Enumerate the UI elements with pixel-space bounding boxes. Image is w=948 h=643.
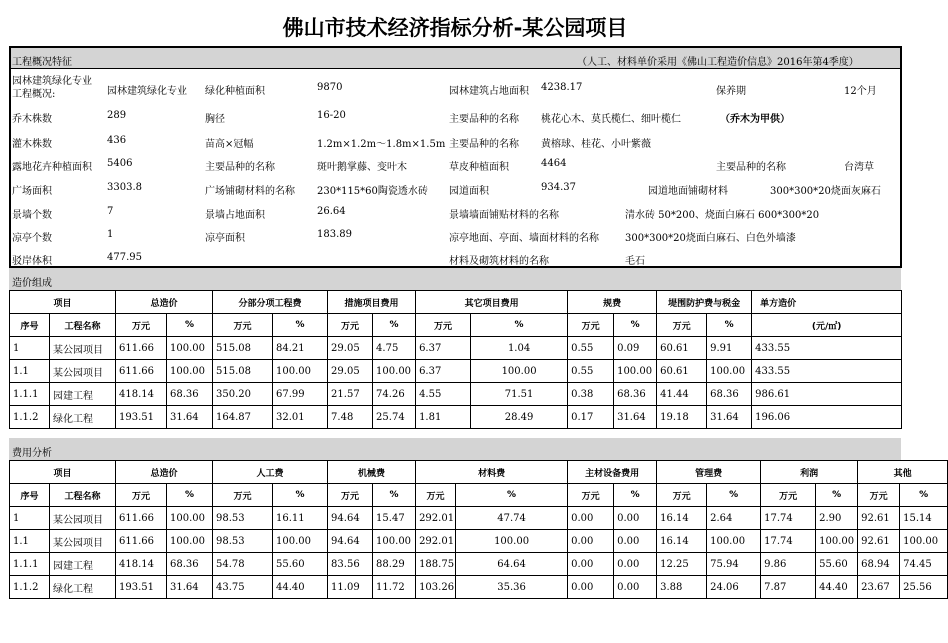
value-cell: 6.37 bbox=[416, 360, 471, 383]
project-name: 某公园项目 bbox=[50, 360, 116, 383]
row-number: 1.1 bbox=[10, 530, 50, 553]
overview-r2-c6: 桃花心木、莫氏榄仁、细叶榄仁 bbox=[541, 114, 681, 125]
overview-r4-c8: 台湾草 bbox=[844, 162, 874, 173]
overview-r3-c1: 灌木株数 bbox=[12, 139, 52, 150]
overview-r8-c5: 材料及砌筑材料的名称 bbox=[449, 256, 549, 267]
value-cell: 7.48 bbox=[328, 406, 373, 429]
value-cell: 32.01 bbox=[273, 406, 328, 429]
overview-r4-c4: 斑叶鹅掌藤、变叶木 bbox=[317, 162, 407, 173]
fee-h2-cell: % bbox=[900, 484, 948, 507]
fee-header-row-2 bbox=[10, 484, 948, 507]
cost-h2-cell: 万元 bbox=[416, 314, 471, 337]
value-cell: 100.00 bbox=[273, 360, 328, 383]
value-cell: 9.91 bbox=[707, 337, 752, 360]
fee-h1-project: 项目 bbox=[10, 461, 116, 484]
fee-section-label: 费用分析 bbox=[12, 448, 52, 459]
project-name: 某公园项目 bbox=[50, 530, 116, 553]
overview-r4-c7: 主要品种的名称 bbox=[716, 162, 786, 173]
overview-r7-c5: 凉亭地面、亭面、墙面材料的名称 bbox=[449, 233, 599, 244]
cost-h1-project: 项目 bbox=[10, 291, 116, 314]
value-cell: 92.61 bbox=[858, 507, 900, 530]
fee-header-band bbox=[9, 438, 901, 460]
value-cell: 0.00 bbox=[614, 530, 657, 553]
value-cell: 68.94 bbox=[858, 553, 900, 576]
value-cell: 2.64 bbox=[707, 507, 761, 530]
overview-r8-c2: 477.95 bbox=[107, 252, 142, 263]
value-cell: 515.08 bbox=[213, 337, 273, 360]
value-cell: 31.64 bbox=[167, 406, 213, 429]
overview-r7-c1: 凉亭个数 bbox=[12, 233, 52, 244]
overview-section-label: 工程概况特征 bbox=[12, 57, 72, 68]
cost-h1-other: 其它项目费用 bbox=[416, 291, 568, 314]
value-cell: 0.00 bbox=[568, 530, 614, 553]
value-cell: 0.00 bbox=[614, 576, 657, 599]
value-cell: 100.00 bbox=[167, 337, 213, 360]
table-row bbox=[10, 553, 948, 576]
value-cell: 1.04 bbox=[471, 337, 568, 360]
value-cell: 1.81 bbox=[416, 406, 471, 429]
value-cell: 16.14 bbox=[657, 530, 707, 553]
overview-r6-c6: 清水砖 50*200、烧面白麻石 600*300*20 bbox=[625, 210, 820, 221]
value-cell: 64.64 bbox=[456, 553, 568, 576]
value-cell: 43.75 bbox=[213, 576, 273, 599]
value-cell: 54.78 bbox=[213, 553, 273, 576]
project-name: 某公园项目 bbox=[50, 507, 116, 530]
overview-r5-c2: 3303.8 bbox=[107, 182, 142, 193]
row-number: 1.1.1 bbox=[10, 383, 50, 406]
value-cell: 25.56 bbox=[900, 576, 948, 599]
value-cell: 0.55 bbox=[568, 360, 614, 383]
value-cell: 16.14 bbox=[657, 507, 707, 530]
value-cell: 74.26 bbox=[373, 383, 416, 406]
table-row bbox=[10, 530, 948, 553]
value-cell: 21.57 bbox=[328, 383, 373, 406]
value-cell: 433.55 bbox=[752, 360, 902, 383]
value-cell: 292.01 bbox=[416, 530, 456, 553]
value-cell: 68.36 bbox=[614, 383, 657, 406]
overview-r6-c2: 7 bbox=[107, 206, 114, 217]
value-cell: 7.87 bbox=[761, 576, 816, 599]
overview-r3-c6: 黄榕球、桂花、小叶紫薇 bbox=[541, 139, 651, 150]
value-cell: 12.25 bbox=[657, 553, 707, 576]
value-cell: 31.64 bbox=[614, 406, 657, 429]
overview-r5-c4: 230*115*60陶瓷透水砖 bbox=[317, 186, 428, 197]
overview-r5-c6: 934.37 bbox=[541, 182, 576, 193]
cost-section-label: 造价组成 bbox=[12, 278, 52, 289]
value-cell: 100.00 bbox=[373, 530, 416, 553]
fee-h1-machinery: 机械费 bbox=[328, 461, 416, 484]
fee-h2-cell: % bbox=[707, 484, 761, 507]
value-cell: 100.00 bbox=[167, 360, 213, 383]
page-title: 佛山市技术经济指标分析-某公园项目 bbox=[282, 16, 628, 40]
cost-body bbox=[10, 337, 902, 429]
value-cell: 0.00 bbox=[568, 576, 614, 599]
overview-r1-c3: 绿化种植面积 bbox=[205, 86, 265, 97]
overview-r5-c8: 300*300*20烧面灰麻石 bbox=[770, 186, 881, 197]
value-cell: 68.36 bbox=[707, 383, 752, 406]
overview-r2-c4: 16-20 bbox=[317, 110, 346, 121]
overview-r1-c5: 园林建筑占地面积 bbox=[449, 86, 529, 97]
overview-r4-c2: 5406 bbox=[107, 158, 133, 169]
row-number: 1.1.2 bbox=[10, 576, 50, 599]
value-cell: 193.51 bbox=[116, 576, 167, 599]
value-cell: 15.47 bbox=[373, 507, 416, 530]
overview-r4-c3: 主要品种的名称 bbox=[205, 162, 275, 173]
fee-h1-main-material: 主材设备费用 bbox=[568, 461, 657, 484]
value-cell: 611.66 bbox=[116, 337, 167, 360]
value-cell: 16.11 bbox=[273, 507, 328, 530]
fee-h2-cell: 万元 bbox=[858, 484, 900, 507]
fee-h2-cell: 工程名称 bbox=[50, 484, 116, 507]
value-cell: 60.61 bbox=[657, 360, 707, 383]
value-cell: 41.44 bbox=[657, 383, 707, 406]
value-cell: 71.51 bbox=[471, 383, 568, 406]
value-cell: 0.00 bbox=[568, 553, 614, 576]
value-cell: 193.51 bbox=[116, 406, 167, 429]
value-cell: 4.55 bbox=[416, 383, 471, 406]
overview-r7-c2: 1 bbox=[107, 229, 114, 240]
fee-h2-cell: 万元 bbox=[657, 484, 707, 507]
value-cell: 515.08 bbox=[213, 360, 273, 383]
value-cell: 17.74 bbox=[761, 507, 816, 530]
overview-r5-c5: 园道面积 bbox=[449, 186, 489, 197]
cost-table bbox=[9, 290, 902, 429]
overview-r3-c2: 436 bbox=[107, 135, 127, 146]
overview-r8-c6: 毛石 bbox=[625, 256, 645, 267]
value-cell: 67.99 bbox=[273, 383, 328, 406]
fee-h1-profit: 利润 bbox=[761, 461, 858, 484]
fee-h2-cell: % bbox=[456, 484, 568, 507]
overview-r2-c5: 主要品种的名称 bbox=[449, 114, 519, 125]
value-cell: 44.40 bbox=[816, 576, 858, 599]
row-number: 1 bbox=[10, 337, 50, 360]
value-cell: 100.00 bbox=[373, 360, 416, 383]
value-cell: 9.86 bbox=[761, 553, 816, 576]
value-cell: 986.61 bbox=[752, 383, 902, 406]
fee-h2-cell: 序号 bbox=[10, 484, 50, 507]
value-cell: 6.37 bbox=[416, 337, 471, 360]
value-cell: 28.49 bbox=[471, 406, 568, 429]
overview-r5-c1: 广场面积 bbox=[12, 186, 52, 197]
value-cell: 100.00 bbox=[273, 530, 328, 553]
cost-header-row-2 bbox=[10, 314, 902, 337]
value-cell: 4.75 bbox=[373, 337, 416, 360]
project-name: 园建工程 bbox=[50, 553, 116, 576]
overview-r1-c6: 4238.17 bbox=[541, 82, 583, 93]
overview-r6-c1: 景墙个数 bbox=[12, 210, 52, 221]
value-cell: 100.00 bbox=[707, 530, 761, 553]
overview-r2-c1: 乔木株数 bbox=[12, 114, 52, 125]
project-name: 绿化工程 bbox=[50, 576, 116, 599]
value-cell: 74.45 bbox=[900, 553, 948, 576]
overview-r6-c4: 26.64 bbox=[317, 206, 346, 217]
fee-h2-cell: % bbox=[273, 484, 328, 507]
value-cell: 0.55 bbox=[568, 337, 614, 360]
value-cell: 24.06 bbox=[707, 576, 761, 599]
value-cell: 100.00 bbox=[456, 530, 568, 553]
value-cell: 188.75 bbox=[416, 553, 456, 576]
value-cell: 0.17 bbox=[568, 406, 614, 429]
overview-r3-c4: 1.2m×1.2m～1.8m×1.5m bbox=[317, 139, 446, 150]
table-row bbox=[10, 337, 902, 360]
overview-r3-c5: 主要品种的名称 bbox=[449, 139, 519, 150]
row-number: 1.1.1 bbox=[10, 553, 50, 576]
value-cell: 35.36 bbox=[456, 576, 568, 599]
value-cell: 196.06 bbox=[752, 406, 902, 429]
cost-header-band bbox=[9, 268, 901, 290]
fee-h2-cell: 万元 bbox=[116, 484, 167, 507]
value-cell: 0.00 bbox=[568, 507, 614, 530]
value-cell: 88.29 bbox=[373, 553, 416, 576]
value-cell: 0.38 bbox=[568, 383, 614, 406]
value-cell: 19.18 bbox=[657, 406, 707, 429]
price-source-note: （人工、材料单价采用《佛山工程造价信息》2016年第4季度） bbox=[577, 57, 859, 68]
value-cell: 100.00 bbox=[707, 360, 752, 383]
fee-h1-material: 材料费 bbox=[416, 461, 568, 484]
value-cell: 68.36 bbox=[167, 553, 213, 576]
row-number: 1.1 bbox=[10, 360, 50, 383]
value-cell: 11.72 bbox=[373, 576, 416, 599]
value-cell: 100.00 bbox=[167, 530, 213, 553]
value-cell: 3.88 bbox=[657, 576, 707, 599]
value-cell: 103.26 bbox=[416, 576, 456, 599]
value-cell: 100.00 bbox=[900, 530, 948, 553]
fee-h2-cell: 万元 bbox=[761, 484, 816, 507]
cost-h2-cell: 工程名称 bbox=[50, 314, 116, 337]
overview-r4-c5: 草皮种植面积 bbox=[449, 162, 509, 173]
fee-h1-management: 管理费 bbox=[657, 461, 761, 484]
value-cell: 31.64 bbox=[167, 576, 213, 599]
value-cell: 68.36 bbox=[167, 383, 213, 406]
fee-h2-cell: 万元 bbox=[568, 484, 614, 507]
cost-header-row-1 bbox=[10, 291, 902, 314]
cost-h2-cell: % bbox=[373, 314, 416, 337]
value-cell: 23.67 bbox=[858, 576, 900, 599]
value-cell: 60.61 bbox=[657, 337, 707, 360]
value-cell: 611.66 bbox=[116, 507, 167, 530]
row-number: 1.1.2 bbox=[10, 406, 50, 429]
cost-h2-cell: 万元 bbox=[328, 314, 373, 337]
fee-h2-cell: % bbox=[373, 484, 416, 507]
cost-h1-unit: 单方造价 bbox=[752, 291, 902, 314]
cost-h2-cell: % bbox=[707, 314, 752, 337]
value-cell: 418.14 bbox=[116, 383, 167, 406]
overview-r1-c8: 12个月 bbox=[844, 86, 877, 97]
value-cell: 2.90 bbox=[816, 507, 858, 530]
table-row bbox=[10, 576, 948, 599]
value-cell: 55.60 bbox=[273, 553, 328, 576]
value-cell: 75.94 bbox=[707, 553, 761, 576]
value-cell: 0.00 bbox=[614, 507, 657, 530]
value-cell: 433.55 bbox=[752, 337, 902, 360]
cost-h2-cell: (元/㎡) bbox=[752, 314, 902, 337]
value-cell: 100.00 bbox=[614, 360, 657, 383]
value-cell: 15.14 bbox=[900, 507, 948, 530]
row-number: 1 bbox=[10, 507, 50, 530]
overview-r4-c6: 4464 bbox=[541, 158, 567, 169]
fee-h2-cell: % bbox=[816, 484, 858, 507]
value-cell: 418.14 bbox=[116, 553, 167, 576]
overview-r6-c5: 景墙墙面铺贴材料的名称 bbox=[449, 210, 559, 221]
project-name: 绿化工程 bbox=[50, 406, 116, 429]
value-cell: 0.00 bbox=[614, 553, 657, 576]
overview-r1-c2: 园林建筑绿化专业 bbox=[107, 86, 187, 97]
fee-h2-cell: % bbox=[167, 484, 213, 507]
fee-h2-cell: % bbox=[614, 484, 657, 507]
overview-r1-c7: 保养期 bbox=[716, 86, 746, 97]
cost-h2-cell: % bbox=[614, 314, 657, 337]
cost-h2-cell: 万元 bbox=[568, 314, 614, 337]
fee-h2-cell: 万元 bbox=[416, 484, 456, 507]
overview-r7-c3: 凉亭面积 bbox=[205, 233, 245, 244]
overview-r2-c7: （乔木为甲供） bbox=[720, 114, 790, 125]
table-row bbox=[10, 406, 902, 429]
cost-h1-measures: 措施项目费用 bbox=[328, 291, 416, 314]
fee-h1-labor: 人工费 bbox=[213, 461, 328, 484]
value-cell: 92.61 bbox=[858, 530, 900, 553]
cost-h1-subitem: 分部分项工程费 bbox=[213, 291, 328, 314]
value-cell: 98.53 bbox=[213, 530, 273, 553]
fee-header-row-1 bbox=[10, 461, 948, 484]
value-cell: 55.60 bbox=[816, 553, 858, 576]
overview-r1-c1: 园林建筑绿化专业 工程概况: bbox=[12, 76, 92, 100]
value-cell: 164.87 bbox=[213, 406, 273, 429]
table-row bbox=[10, 507, 948, 530]
fee-table bbox=[9, 460, 948, 599]
overview-r6-c3: 景墙占地面积 bbox=[205, 210, 265, 221]
fee-body bbox=[10, 507, 948, 599]
cost-h2-cell: % bbox=[273, 314, 328, 337]
overview-r4-c1: 露地花卉种植面积 bbox=[12, 162, 92, 173]
overview-r1-c4: 9870 bbox=[317, 82, 343, 93]
project-name: 园建工程 bbox=[50, 383, 116, 406]
value-cell: 100.00 bbox=[816, 530, 858, 553]
overview-r2-c3: 胸径 bbox=[205, 114, 225, 125]
fee-h1-total: 总造价 bbox=[116, 461, 213, 484]
value-cell: 83.56 bbox=[328, 553, 373, 576]
value-cell: 25.74 bbox=[373, 406, 416, 429]
table-row bbox=[10, 360, 902, 383]
value-cell: 29.05 bbox=[328, 360, 373, 383]
value-cell: 350.20 bbox=[213, 383, 273, 406]
value-cell: 17.74 bbox=[761, 530, 816, 553]
value-cell: 100.00 bbox=[471, 360, 568, 383]
fee-h2-cell: 万元 bbox=[213, 484, 273, 507]
value-cell: 44.40 bbox=[273, 576, 328, 599]
value-cell: 292.01 bbox=[416, 507, 456, 530]
fee-h2-cell: 万元 bbox=[328, 484, 373, 507]
value-cell: 611.66 bbox=[116, 530, 167, 553]
overview-r2-c2: 289 bbox=[107, 110, 127, 121]
cost-h2-cell: % bbox=[471, 314, 568, 337]
overview-r8-c1: 驳岸体积 bbox=[12, 256, 52, 267]
overview-r3-c3: 苗高×冠幅 bbox=[205, 139, 254, 150]
value-cell: 94.64 bbox=[328, 507, 373, 530]
cost-h1-total: 总造价 bbox=[116, 291, 213, 314]
value-cell: 94.64 bbox=[328, 530, 373, 553]
value-cell: 11.09 bbox=[328, 576, 373, 599]
table-row bbox=[10, 383, 902, 406]
value-cell: 100.00 bbox=[167, 507, 213, 530]
value-cell: 0.09 bbox=[614, 337, 657, 360]
cost-h1-tax: 堤围防护费与税金 bbox=[657, 291, 752, 314]
value-cell: 29.05 bbox=[328, 337, 373, 360]
cost-h2-cell: % bbox=[167, 314, 213, 337]
value-cell: 31.64 bbox=[707, 406, 752, 429]
value-cell: 47.74 bbox=[456, 507, 568, 530]
cost-h2-cell: 序号 bbox=[10, 314, 50, 337]
cost-h2-cell: 万元 bbox=[657, 314, 707, 337]
value-cell: 611.66 bbox=[116, 360, 167, 383]
fee-h1-other: 其他 bbox=[858, 461, 948, 484]
overview-r7-c4: 183.89 bbox=[317, 229, 352, 240]
cost-h1-fees: 规费 bbox=[568, 291, 657, 314]
value-cell: 84.21 bbox=[273, 337, 328, 360]
overview-r5-c3: 广场铺砌材料的名称 bbox=[205, 186, 295, 197]
value-cell: 98.53 bbox=[213, 507, 273, 530]
overview-r7-c6: 300*300*20烧面白麻石、白色外墙漆 bbox=[625, 233, 796, 244]
cost-h2-cell: 万元 bbox=[116, 314, 167, 337]
project-name: 某公园项目 bbox=[50, 337, 116, 360]
cost-h2-cell: 万元 bbox=[213, 314, 273, 337]
overview-r5-c7: 园道地面铺砌材料 bbox=[648, 186, 728, 197]
